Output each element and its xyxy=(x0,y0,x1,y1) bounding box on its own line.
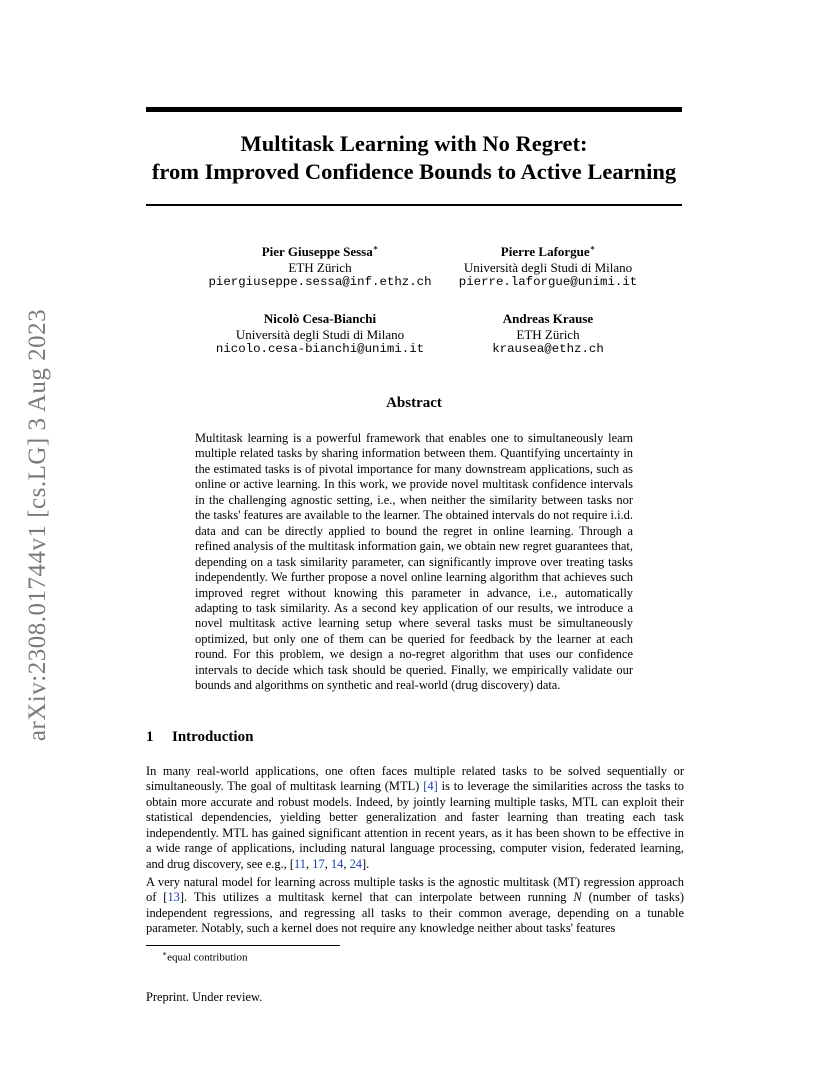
author-block-2 xyxy=(430,244,666,291)
author-name: Andreas Krause xyxy=(502,311,594,326)
citation-link[interactable]: 13 xyxy=(167,890,180,905)
section-number: 1 xyxy=(146,729,154,745)
citation-link[interactable]: [4] xyxy=(423,779,438,794)
author-block-4 xyxy=(430,311,666,358)
author-email: piergiuseppe.sessa@inf.ethz.ch xyxy=(208,275,432,289)
title-line-1: Multitask Learning with No Regret: xyxy=(240,131,588,156)
author-email: krausea@ethz.ch xyxy=(492,342,604,356)
author-name: Nicolò Cesa-Bianchi xyxy=(263,311,377,326)
author-name: Pierre Laforgue∗ xyxy=(500,243,596,259)
author-name: Pier Giuseppe Sessa∗ xyxy=(261,243,379,259)
abstract-text: Multitask learning is a powerful framework that enables one to simultaneously learn multiple related tasks by sharing information between them. Quantifying uncertainty in the estimated tasks is of pivotal importance for many downstream applications, such as online or active learning. In this work, we provide novel multitask confidence intervals in the challenging agnostic setting, i.e., when neither the similarity between tasks nor the tasks' features are available to the learner. The obtained intervals do not require i.i.d. data and can be directly applied to bound the regret in online learning. Through a refined analysis of the multitask information gain, we obtain new regret guarantees that, depending on a task similarity parameter, can significantly improve over treating tasks independently. We further propose a novel online learning algorithm that achieves such improved regret without knowing this parameter in advance, i.e., automatically adapting to task similarity. As a second key application of our results, we introduce a novel multitask active learning setup where several tasks must be simultaneously optimized, but only one of them can be queried for feedback by the learner at each round. For this problem, we design a no-regret algorithm that uses our confidence intervals to decide which task should be queried. Finally, we empirically validate our bounds and algorithms on synthetic and real-world (drug discovery) data. xyxy=(195,431,633,693)
citation-link[interactable]: 11 xyxy=(294,856,307,871)
paper-title xyxy=(146,130,682,186)
citation-link[interactable]: 24 xyxy=(349,856,362,871)
section-title: Introduction xyxy=(172,729,254,745)
intro-paragraph-1: In many real-world applications, one often faces multiple related tasks to be solved sequentially or simultaneously. The goal of multitask learning (MTL) [4] is to leverage the similarities across the tasks to obtain more accurate and robust models. Indeed, by jointly learning multiple tasks, MTL can exploit their statistical dependencies, yielding better generalization and faster learning than treating each task independently. MTL has gained significant attention in recent years, as it has been shown to be effective in a wide range of applications, including natural language processing, computer vision, federated learning, and drug discovery, see e.g., [11, 17, 14, 24]. xyxy=(146,764,684,871)
author-affiliation: ETH Zürich xyxy=(516,326,580,342)
intro-paragraph-2: A very natural model for learning across multiple tasks is the agnostic multitask (MT) regression approach of [13]. This utilizes a multitask kernel that can interpolate between running N (number of tasks) independent regressions, and regressing all tasks to their common average, depending on a tunable parameter. Notably, such a kernel does not require any knowledge neither about tasks' features xyxy=(146,875,684,936)
section-heading xyxy=(146,729,253,746)
author-affiliation: Università degli Studi di Milano xyxy=(463,259,633,275)
math-variable: N xyxy=(573,890,582,905)
author-affiliation: Università degli Studi di Milano xyxy=(235,326,405,342)
citation-link[interactable]: 17 xyxy=(312,856,325,871)
arxiv-identifier: arXiv:2308.01744v1 [cs.LG] 3 Aug 2023 xyxy=(24,308,51,742)
author-block-3 xyxy=(190,311,450,358)
citation-link[interactable]: 14 xyxy=(330,856,344,871)
title-line-2: from Improved Confidence Bounds to Active Learning xyxy=(151,159,677,184)
footnote: ∗equal contribution xyxy=(162,949,248,964)
author-email: pierre.laforgue@unimi.it xyxy=(458,275,638,289)
preprint-footer: Preprint. Under review. xyxy=(146,990,263,1004)
author-email: nicolo.cesa-bianchi@unimi.it xyxy=(215,342,425,356)
title-bottom-rule xyxy=(146,204,682,206)
footnote-rule xyxy=(146,945,340,946)
author-block-1 xyxy=(190,244,450,291)
author-affiliation: ETH Zürich xyxy=(288,259,352,275)
arxiv-identifier-stamp xyxy=(13,290,63,760)
title-top-rule xyxy=(146,107,682,112)
abstract-heading: Abstract xyxy=(386,395,442,411)
